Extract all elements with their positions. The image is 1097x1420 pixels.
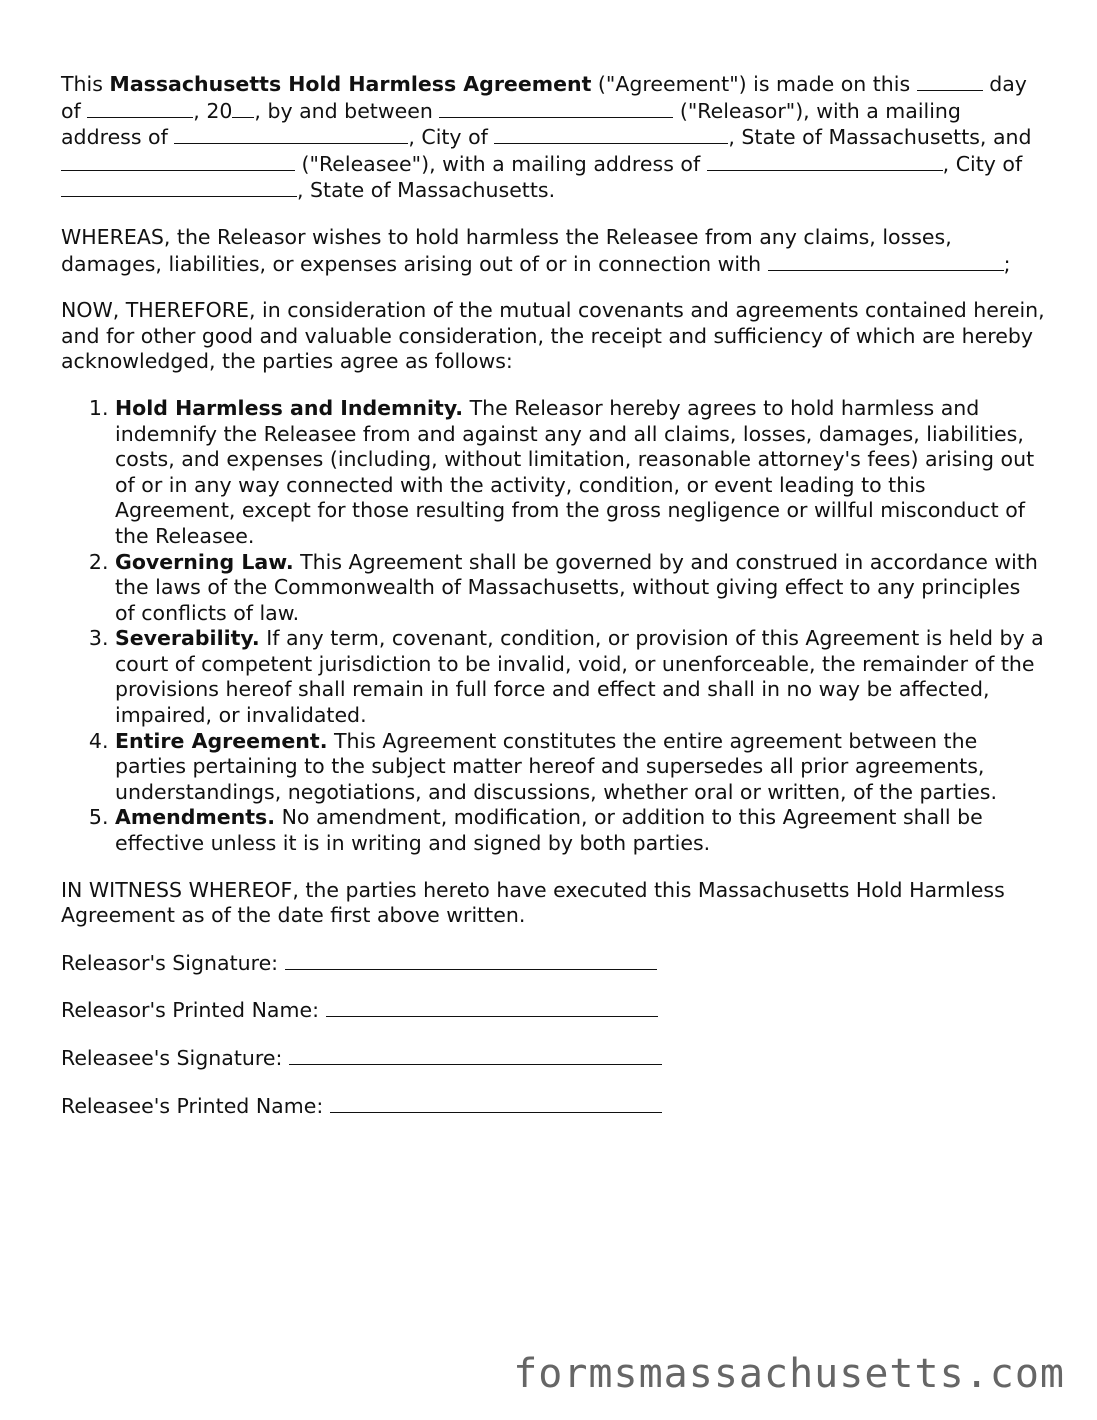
- releasor-signature-row: [61, 950, 1046, 977]
- intro-text: This: [61, 72, 110, 96]
- intro-text: day of: [61, 72, 1027, 123]
- intro-text: ("Agreement") is made on this: [591, 72, 917, 96]
- year-blank[interactable]: [232, 98, 254, 118]
- releasor-address-blank[interactable]: [174, 124, 408, 144]
- releasee-address-blank[interactable]: [707, 151, 943, 171]
- releasee-printed-name-line[interactable]: [330, 1093, 662, 1113]
- whereas-paragraph: [61, 225, 1046, 277]
- term-title: Entire Agreement.: [115, 728, 328, 753]
- releasee-printed-name-row: [61, 1093, 1046, 1120]
- releasor-signature-label: Releasor's Signature:: [61, 950, 285, 975]
- releasor-name-blank[interactable]: [439, 98, 673, 118]
- term-item: [115, 729, 1046, 806]
- term-title: Hold Harmless and Indemnity.: [115, 395, 464, 420]
- releasee-signature-row: [61, 1045, 1046, 1072]
- term-body: This Agreement constitutes the entire agreement between the parties pertaining to the subject matter hereof and supersedes all prior agreements, understandings, negotiations, and discussions, whether oral or written, of the parties.: [115, 728, 997, 804]
- term-item: [115, 626, 1046, 728]
- intro-text: ("Releasee"), with a mailing address of: [295, 151, 707, 176]
- releasee-signature-line[interactable]: [289, 1045, 662, 1065]
- releasor-printed-name-label: Releasor's Printed Name:: [61, 998, 326, 1023]
- term-body: The Releasor hereby agrees to hold harmless and indemnify the Releasee from and against any and all claims, losses, damages, liabilities, costs, and expenses (including, without limitation, reasonable attorney's fees) arising out of or in any way connected with the activity, condition, or event leading to this Agreement, except for those resulting from the gross negligence or willful misconduct of the Releasee.: [115, 395, 1035, 548]
- intro-text: , State of Massachusetts.: [297, 178, 556, 203]
- releasee-signature-label: Releasee's Signature:: [61, 1046, 289, 1070]
- whereas-activity-blank[interactable]: [768, 251, 1004, 271]
- intro-text: , City of: [408, 125, 495, 150]
- term-body: No amendment, modification, or addition to this Agreement shall be effective unless it is in writing and signed by both parties.: [115, 805, 983, 856]
- term-body: This Agreement shall be governed by and construed in accordance with the laws of the Commonwealth of Massachusetts, without giving effect to any principles of conflicts of law.: [115, 549, 1038, 625]
- term-body: If any term, covenant, condition, or provision of this Agreement is held by a court of competent jurisdiction to be invalid, void, or unenforceable, the remainder of the provisions hereof shall remain in full force and effect and shall in no way be affected, impaired, or invalidated.: [115, 626, 1044, 728]
- intro-text: ("Releasor"), with a mailing address of: [61, 98, 961, 150]
- document-title: Massachusetts Hold Harmless Agreement: [109, 72, 592, 96]
- term-title: Severability.: [115, 626, 260, 651]
- releasor-city-blank[interactable]: [494, 124, 728, 144]
- releasor-printed-name-row: [61, 997, 1046, 1024]
- releasee-name-blank[interactable]: [61, 151, 295, 171]
- intro-text: , by and between: [254, 98, 440, 123]
- intro-text: , 20: [193, 98, 233, 123]
- day-blank[interactable]: [917, 71, 983, 91]
- releasor-signature-line[interactable]: [285, 950, 657, 970]
- now-therefore-paragraph: NOW, THEREFORE, in consideration of the mutual covenants and agreements contained herein, and for other good and valuable consideration, the receipt and sufficiency of which are hereby acknowledged, the parties agree as follows:: [61, 298, 1045, 374]
- releasee-printed-name-label: Releasee's Printed Name:: [61, 1093, 330, 1118]
- releasee-city-blank[interactable]: [61, 177, 297, 197]
- witness-paragraph: IN WITNESS WHEREOF, the parties hereto have executed this Massachusetts Hold Harmless Agreement as of the date first above written.: [61, 877, 1005, 928]
- term-item: [115, 805, 1046, 856]
- intro-paragraph: [61, 71, 1046, 204]
- terms-list: [61, 396, 1046, 857]
- intro-text: , City of: [942, 151, 1023, 176]
- term-title: Governing Law.: [115, 549, 294, 574]
- month-blank[interactable]: [87, 98, 193, 118]
- whereas-end: ;: [1003, 251, 1011, 276]
- term-item: [115, 396, 1046, 550]
- site-watermark: formsmassachusetts.com: [513, 1351, 1065, 1397]
- term-title: Amendments.: [115, 805, 276, 830]
- whereas-text: WHEREAS, the Releasor wishes to hold harmless the Releasee from any claims, losses, damages, liabilities, or expenses arising out of or in connection with: [61, 224, 952, 276]
- agreement-document: [61, 71, 1046, 1140]
- term-item: [115, 550, 1046, 627]
- intro-text: , State of Massachusetts, and: [728, 125, 1032, 150]
- releasor-printed-name-line[interactable]: [326, 997, 658, 1017]
